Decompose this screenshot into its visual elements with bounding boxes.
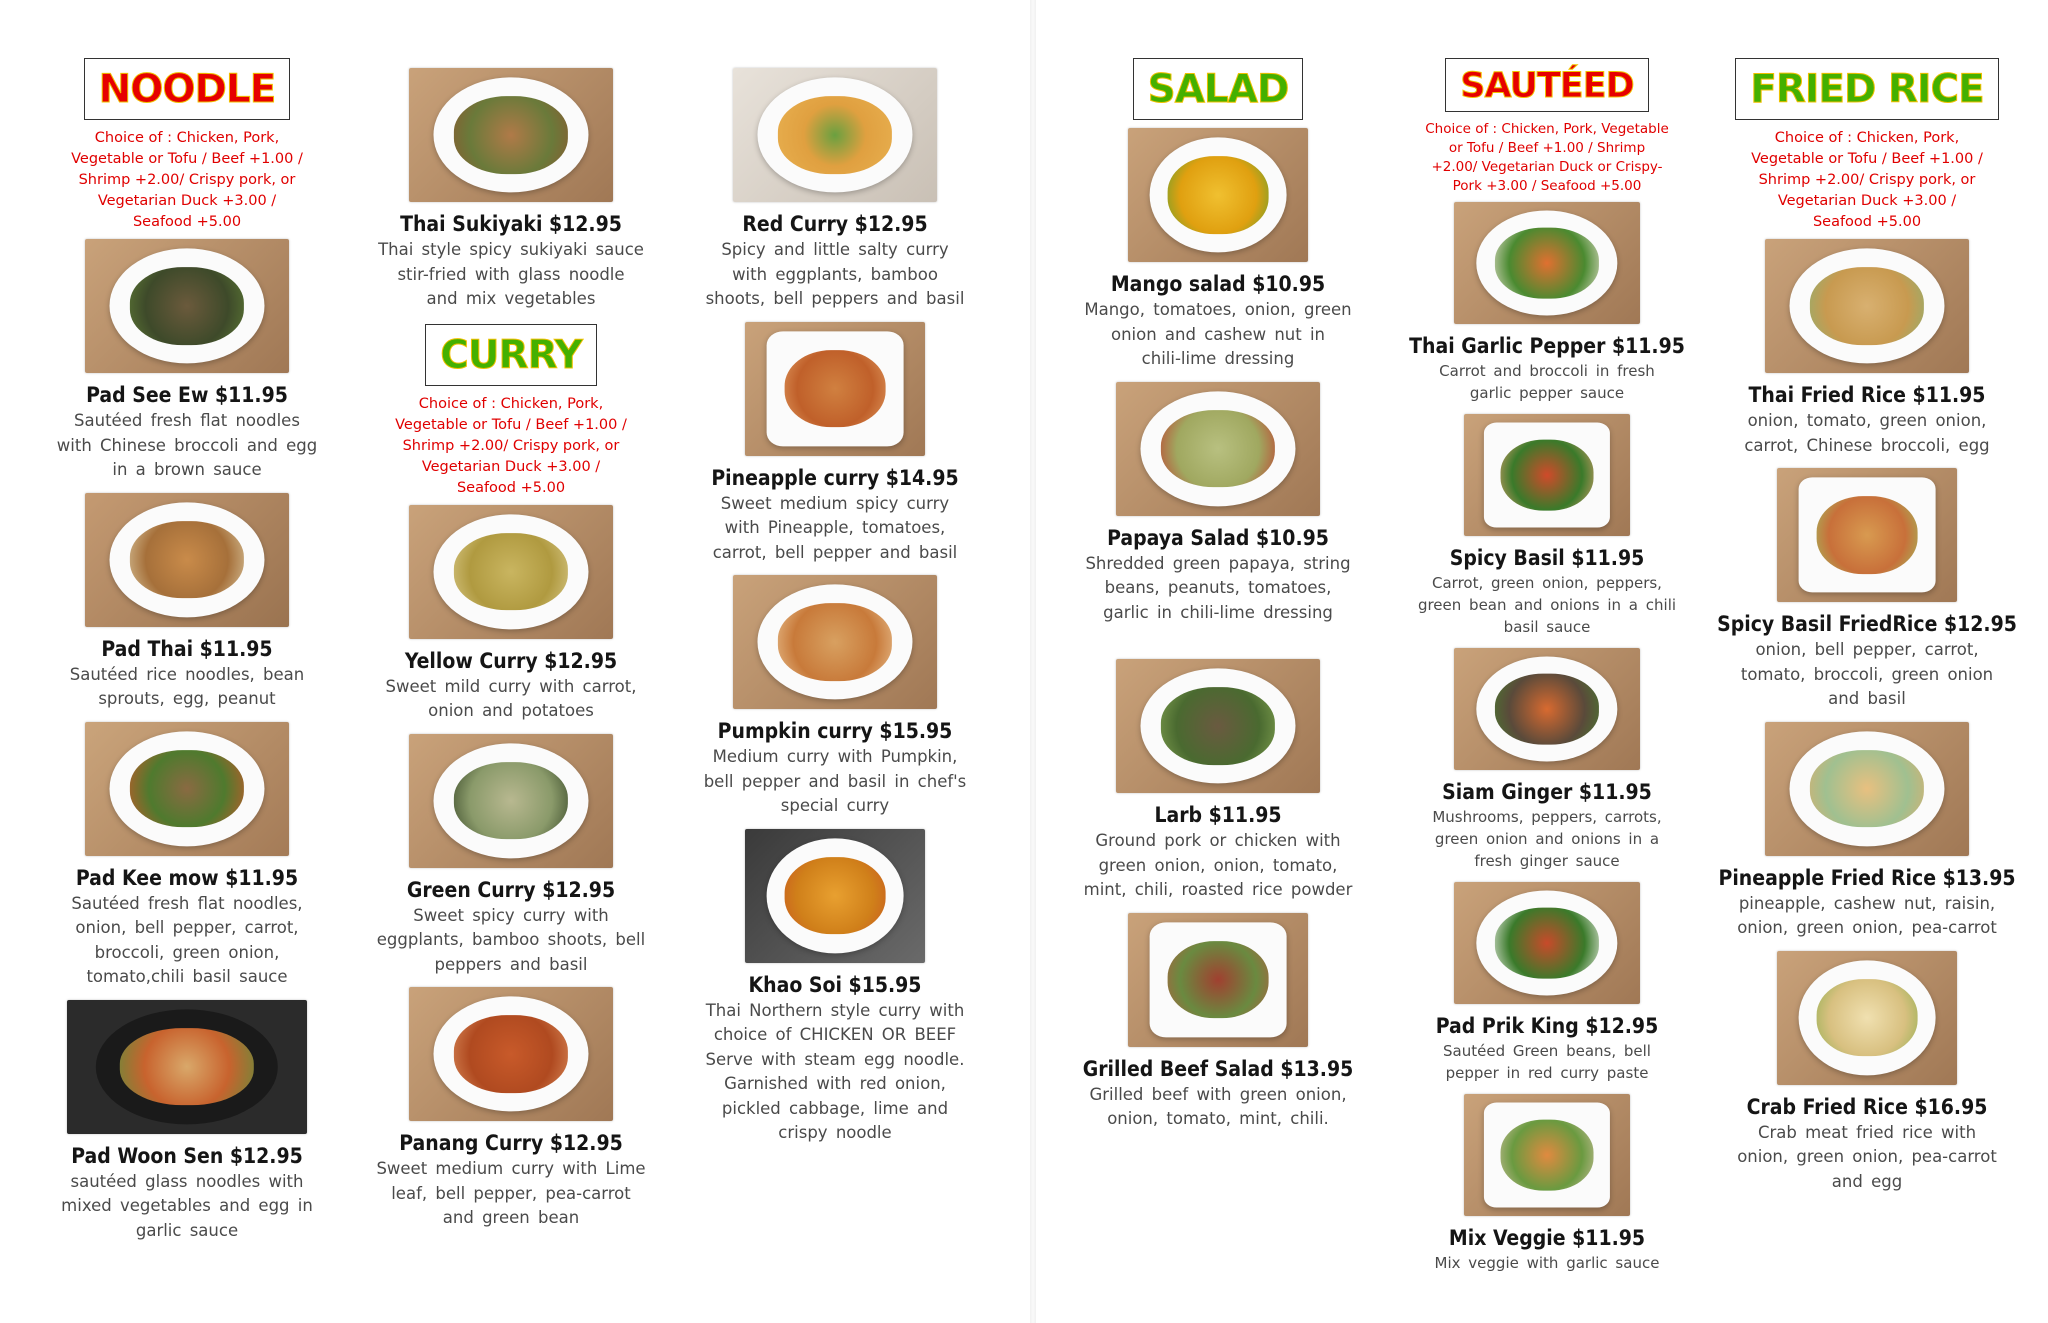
dish-name: Siam Ginger $11.95 xyxy=(1442,780,1652,804)
dish-description: Thai style spicy sukiyaki sauce stir-fried with glass noodle and mix vegetables xyxy=(378,240,644,308)
dish-photo xyxy=(1128,128,1308,262)
menu-item xyxy=(1435,1094,1660,1274)
dish-description: Crab meat fried rice with onion, green onion, pea-carrot and egg xyxy=(1737,1122,1997,1191)
dish-name: Pad Thai $11.95 xyxy=(101,636,273,661)
curry-column-2 xyxy=(700,68,970,1156)
dish-description: sautéed glass noodles with mixed vegetables and egg in garlic sauce xyxy=(61,1171,313,1240)
menu-item xyxy=(71,722,302,990)
dish-photo xyxy=(1454,882,1640,1004)
dish-description: Mix veggie with garlic sauce xyxy=(1434,1254,1660,1272)
menu-item xyxy=(61,1000,313,1244)
dish-photo xyxy=(1777,951,1957,1085)
salad-banner: SALAD xyxy=(1133,58,1304,120)
fried-rice-choice-note: Choice of : Chicken, Pork, Vegetable or Tofu / Beef +1.00 / Shrimp +2.00/ Crispy pork, or Vegetarian Duck +3.00 / Seafood +5.00 xyxy=(1751,130,1983,230)
menu-item xyxy=(70,493,305,712)
dish-name: Papaya Salad $10.95 xyxy=(1107,525,1329,550)
dish-name: Green Curry $12.95 xyxy=(406,877,616,902)
menu-item xyxy=(1084,659,1353,903)
sauteed-choice-note: Choice of : Chicken, Pork, Vegetable or Tofu / Beef +1.00 / Shrimp +2.00/ Vegetarian Duck or Crispy- Pork +3.00 / Seafood +5.00 xyxy=(1425,121,1669,194)
dish-photo xyxy=(1116,382,1320,516)
dish-description: Shredded green papaya, string beans, peanuts, tomatoes, garlic in chili-lime dressing xyxy=(1085,553,1351,622)
menu-item xyxy=(1418,414,1676,638)
dish-photo xyxy=(409,987,613,1121)
menu-item xyxy=(706,68,965,312)
menu-item xyxy=(1085,382,1350,626)
dish-name: Larb $11.95 xyxy=(1154,803,1282,827)
dish-description: Sautéed Green beans, bell pepper in red curry paste xyxy=(1443,1042,1651,1082)
dish-name: Pumpkin curry $15.95 xyxy=(717,719,953,743)
dish-name: Spicy Basil $11.95 xyxy=(1449,546,1645,570)
dish-photo xyxy=(1464,414,1630,536)
menu-item xyxy=(1084,128,1351,372)
noodle-column xyxy=(52,58,322,1253)
dish-description: Medium curry with Pumpkin, bell pepper and basil in chef's special curry xyxy=(703,747,967,815)
dish-photo xyxy=(745,829,925,963)
dish-photo xyxy=(409,734,613,868)
dish-name: Pineapple Fried Rice $13.95 xyxy=(1718,865,2016,890)
dish-name: Pineapple curry $14.95 xyxy=(711,465,959,490)
dish-photo xyxy=(1765,239,1969,373)
dish-name: Pad See Ew $11.95 xyxy=(86,383,288,407)
dish-name: Grilled Beef Salad $13.95 xyxy=(1082,1056,1354,1081)
dish-photo xyxy=(733,68,937,202)
dish-description: Thai Northern style curry with choice of CHICKEN OR BEEF Serve with steam egg noodle. Garnished with red onion, pickled cabbage, lime and crispy noodle xyxy=(705,1000,965,1142)
dish-name: Thai Sukiyaki $12.95 xyxy=(400,212,622,236)
menu-item xyxy=(1083,913,1354,1132)
page-fold xyxy=(1030,0,1036,1323)
dish-photo xyxy=(1454,648,1640,770)
dish-name: Mix Veggie $11.95 xyxy=(1448,1226,1646,1250)
dish-photo xyxy=(1765,722,1969,856)
dish-description: onion, bell pepper, carrot, tomato, broccoli, green onion and basil xyxy=(1740,640,1994,708)
sauteed-banner: SAUTÉED xyxy=(1445,58,1648,112)
noodle-choice-note: Choice of : Chicken, Pork, Vegetable or Tofu / Beef +1.00 / Shrimp +2.00/ Crispy pork, or Vegetarian Duck +3.00 / Seafood +5.00 xyxy=(71,130,303,230)
menu-item xyxy=(378,68,644,312)
menu-item xyxy=(1717,468,2017,712)
menu-item xyxy=(1432,648,1661,872)
dish-description: Carrot and broccoli in fresh garlic pepper sauce xyxy=(1439,362,1655,402)
dish-photo xyxy=(409,68,613,202)
dish-description: Sautéed fresh flat noodles, onion, bell pepper, carrot, broccoli, green onion, tomato,chili basil sauce xyxy=(71,893,303,986)
menu-item xyxy=(706,829,965,1146)
dish-photo xyxy=(733,575,937,709)
menu-item xyxy=(376,987,645,1231)
menu-item xyxy=(704,575,967,819)
menu-item xyxy=(386,505,637,724)
dish-name: Pad Kee mow $11.95 xyxy=(75,865,299,890)
dish-description: Sweet medium curry with Lime leaf, bell pepper, pea-carrot and green bean xyxy=(376,1159,646,1227)
dish-photo xyxy=(85,722,289,856)
dish-name: Khao Soi $15.95 xyxy=(748,972,922,997)
dish-description: Spicy and little salty curry with eggplants, bamboo shoots, bell peppers and basil xyxy=(705,240,965,308)
dish-description: pineapple, cashew nut, raisin, onion, green onion, pea-carrot xyxy=(1737,893,1997,937)
curry-choice-note: Choice of : Chicken, Pork, Vegetable or Tofu / Beef +1.00 / Shrimp +2.00/ Crispy pork, or Vegetarian Duck +3.00 / Seafood +5.00 xyxy=(395,395,627,496)
dish-description: Ground pork or chicken with green onion, onion, tomato, mint, chili, roasted rice powder xyxy=(1083,831,1353,899)
dish-description: Sautéed fresh flat noodles with Chinese broccoli and egg in a brown sauce xyxy=(56,411,318,479)
dish-name: Thai Garlic Pepper $11.95 xyxy=(1409,334,1685,358)
menu-item xyxy=(1744,239,1989,458)
dish-description: Mango, tomatoes, onion, green onion and cashew nut in chili-lime dressing xyxy=(1084,300,1352,368)
dish-description: Grilled beef with green onion, onion, tomato, mint, chili. xyxy=(1089,1084,1347,1128)
dish-name: Red Curry $12.95 xyxy=(742,212,928,236)
menu-item xyxy=(377,734,645,978)
menu-item xyxy=(1436,882,1658,1084)
dish-description: Sweet medium spicy curry with Pineapple, tomatoes, carrot, bell pepper and basil xyxy=(712,493,958,562)
menu-item xyxy=(1737,951,1997,1195)
dish-photo xyxy=(1128,913,1308,1047)
dish-name: Spicy Basil FriedRice $12.95 xyxy=(1717,612,2017,636)
dish-photo xyxy=(1777,468,1957,602)
fried-rice-column xyxy=(1717,58,2017,1204)
dish-photo xyxy=(1116,659,1320,793)
dish-photo xyxy=(85,239,289,373)
dish-description: Sautéed rice noodles, bean sprouts, egg, peanut xyxy=(69,664,305,708)
dish-name: Yellow Curry $12.95 xyxy=(404,648,618,673)
fried-rice-banner: FRIED RICE xyxy=(1735,58,1999,120)
menu-item xyxy=(711,322,958,566)
curry-banner: CURRY xyxy=(425,324,596,386)
curry-column xyxy=(376,68,646,1241)
dish-photo xyxy=(67,1000,307,1134)
dish-name: Crab Fried Rice $16.95 xyxy=(1746,1094,1988,1119)
dish-description: Sweet spicy curry with eggplants, bamboo shoots, bell peppers and basil xyxy=(376,905,646,974)
sauteed-column xyxy=(1409,58,1685,1284)
dish-name: Thai Fried Rice $11.95 xyxy=(1748,383,1986,407)
dish-photo xyxy=(745,322,925,456)
dish-photo xyxy=(1464,1094,1630,1216)
dish-description: onion, tomato, green onion, carrot, Chinese broccoli, egg xyxy=(1744,411,1990,455)
dish-photo xyxy=(1454,202,1640,324)
menu-item xyxy=(1718,722,2015,941)
dish-photo xyxy=(85,493,289,627)
menu-item xyxy=(57,239,317,483)
dish-description: Carrot, green onion, peppers, green bean and onions in a chili basil sauce xyxy=(1417,574,1677,636)
dish-description: Sweet mild curry with carrot, onion and potatoes xyxy=(385,676,637,720)
dish-name: Panang Curry $12.95 xyxy=(399,1131,623,1155)
dish-name: Pad Woon Sen $12.95 xyxy=(71,1143,303,1168)
dish-photo xyxy=(409,505,613,639)
noodle-banner: NOODLE xyxy=(84,58,291,120)
dish-name: Mango salad $10.95 xyxy=(1110,272,1326,296)
dish-description: Mushrooms, peppers, carrots, green onion and onions in a fresh ginger sauce xyxy=(1432,808,1662,870)
menu-item xyxy=(1409,202,1685,404)
salad-column xyxy=(1083,58,1353,1142)
dish-name: Pad Prik King $12.95 xyxy=(1435,1014,1659,1038)
